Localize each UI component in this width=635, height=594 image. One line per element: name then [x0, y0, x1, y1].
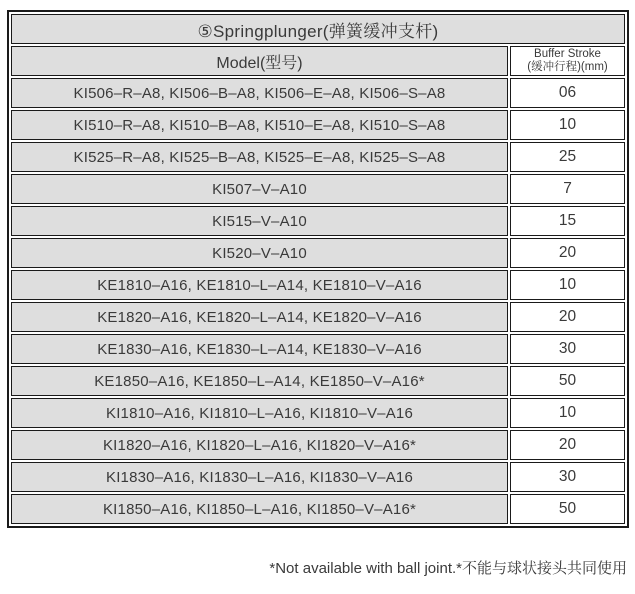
model-cell: KE1850–A16, KE1850–L–A14, KE1850–V–A16* [11, 366, 508, 396]
stroke-cell: 10 [510, 270, 625, 300]
table-row [11, 302, 625, 332]
table-title-row [11, 14, 625, 44]
stroke-cell: 25 [510, 142, 625, 172]
stroke-cell: 50 [510, 366, 625, 396]
stroke-cell: 20 [510, 430, 625, 460]
model-cell: KI1820–A16, KI1820–L–A16, KI1820–V–A16* [11, 430, 508, 460]
model-cell: KI520–V–A10 [11, 238, 508, 268]
model-cell: KI507–V–A10 [11, 174, 508, 204]
table-row [11, 174, 625, 204]
stroke-cell: 50 [510, 494, 625, 524]
stroke-cell: 10 [510, 398, 625, 428]
model-cell: KI1830–A16, KI1830–L–A16, KI1830–V–A16 [11, 462, 508, 492]
model-cell: KE1820–A16, KE1820–L–A14, KE1820–V–A16 [11, 302, 508, 332]
table-row [11, 398, 625, 428]
table-row [11, 494, 625, 524]
footnote: *Not available with ball joint.*不能与球状接头共同使用 [269, 560, 627, 577]
table-row [11, 142, 625, 172]
model-column-header: Model(型号) [11, 46, 508, 76]
model-cell: KI510–R–A8, KI510–B–A8, KI510–E–A8, KI510–S–A8 [11, 110, 508, 140]
table-row [11, 270, 625, 300]
table-title: ⑤Springplunger(弹簧缓冲支杆) [11, 14, 625, 44]
model-cell: KE1810–A16, KE1810–L–A14, KE1810–V–A16 [11, 270, 508, 300]
table-row [11, 78, 625, 108]
model-cell: KI515–V–A10 [11, 206, 508, 236]
table-header-row [11, 46, 625, 76]
stroke-header-line1: Buffer Stroke [534, 48, 601, 60]
model-cell: KI525–R–A8, KI525–B–A8, KI525–E–A8, KI525–S–A8 [11, 142, 508, 172]
table-row [11, 206, 625, 236]
stroke-cell: 20 [510, 238, 625, 268]
model-cell: KE1830–A16, KE1830–L–A14, KE1830–V–A16 [11, 334, 508, 364]
stroke-header-line2: (缓冲行程)(mm) [527, 61, 608, 73]
model-cell: KI1850–A16, KI1850–L–A16, KI1850–V–A16* [11, 494, 508, 524]
table-row [11, 430, 625, 460]
table-row [11, 366, 625, 396]
stroke-cell: 20 [510, 302, 625, 332]
table-row [11, 238, 625, 268]
model-cell: KI1810–A16, KI1810–L–A16, KI1810–V–A16 [11, 398, 508, 428]
stroke-cell: 30 [510, 334, 625, 364]
table-row [11, 334, 625, 364]
stroke-cell: 7 [510, 174, 625, 204]
stroke-cell: 15 [510, 206, 625, 236]
spring-plunger-spec-table [7, 10, 629, 528]
stroke-cell: 06 [510, 78, 625, 108]
stroke-cell: 30 [510, 462, 625, 492]
model-cell: KI506–R–A8, KI506–B–A8, KI506–E–A8, KI506–S–A8 [11, 78, 508, 108]
table-body [11, 78, 625, 524]
stroke-column-header [510, 46, 625, 76]
stroke-cell: 10 [510, 110, 625, 140]
table-row [11, 110, 625, 140]
table-row [11, 462, 625, 492]
